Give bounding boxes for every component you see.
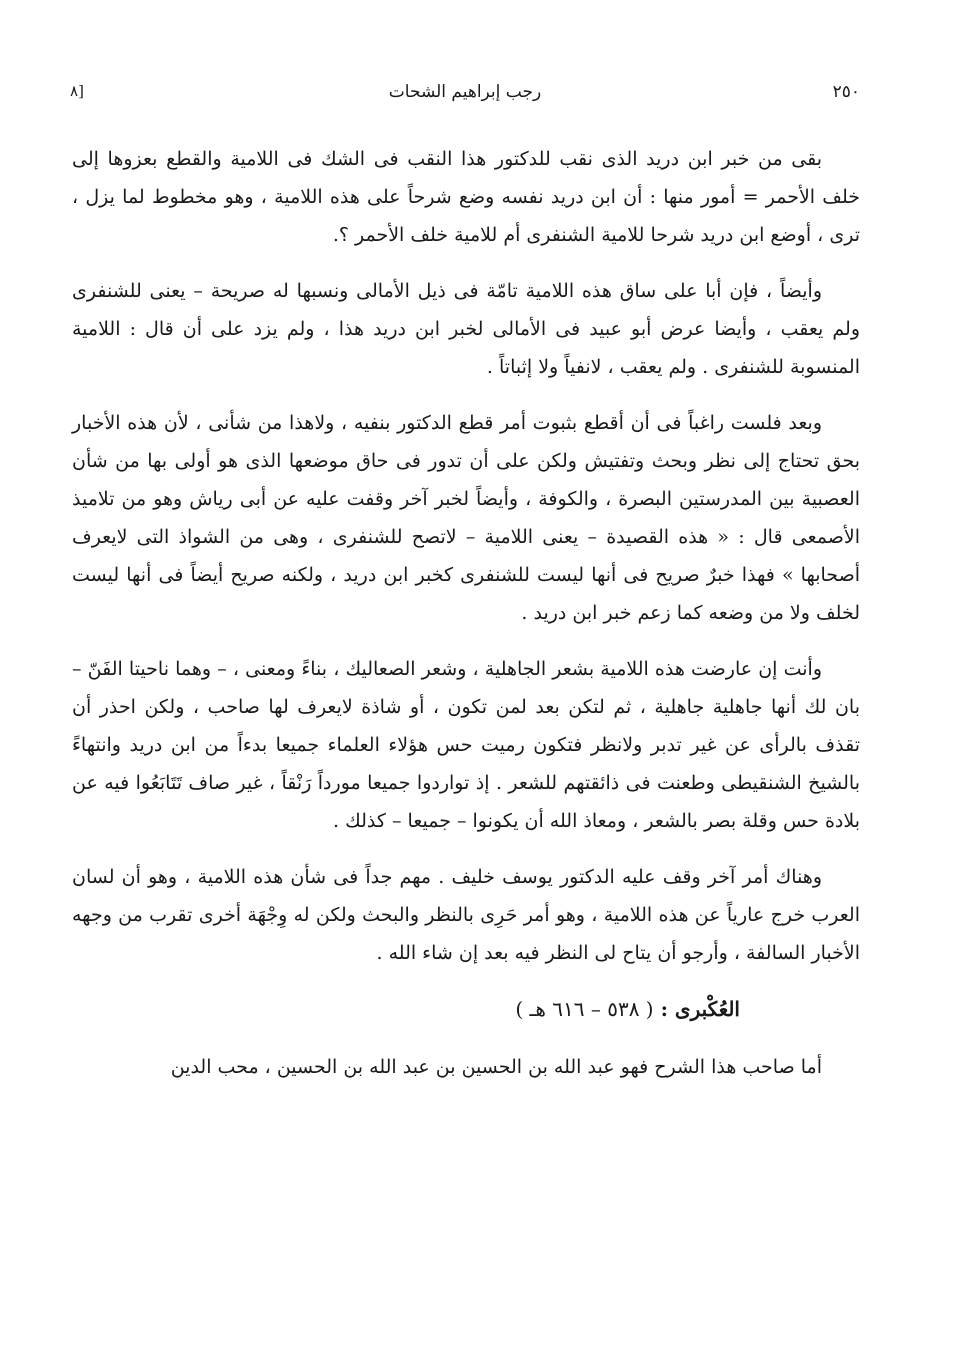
paragraph-4: وأنت إن عارضت هذه اللامية بشعر الجاهلية ، وشعر الصعاليك ، بناءً ومعنى ، – وهما ناحيتا الفَنّ – بان لك أنها جاهلية جاهلية ، ثم لتكن بعد لمن تكون ، أو شاذة لايعرف لها صاحب ، ولكن احذر أن تقذف بالرأى عن غير تدبر ولانظر فتكون رميت حس هؤلاء العلماء جميعا بدءاً من ابن دريد وانتهاءً بالشيخ الشنقيطى وطعنت فى ذائقتهم للشعر . إذ تواردوا جميعا مورداً رَنْقاً ، غير صاف تَتَابَعُوا فيه عن بلادة حس وقلة بصر بالشعر ، ومعاذ الله أن يكونوا – جميعا – كذلك . [72, 658, 860, 832]
paragraph-1: بقى من خبر ابن دريد الذى نقب للدكتور هذا النقب فى الشك فى اللامية والقطع بعزوها إلى خلف الأحمر = أمور منها : أن ابن دريد نفسه وضع شرحاً على هذه اللامية ، وهو مخطوط لما يزل ، ترى ، أوضع ابن دريد شرحا للامية الشنفرى أم للامية خلف الأحمر ؟. [72, 148, 860, 246]
footnote-mark: ٨] [70, 82, 84, 100]
page-number: ٢٥٠ [832, 82, 860, 102]
body-text [72, 140, 860, 1104]
paragraph-3: وبعد فلست راغباً فى أن أقطع بثبوت أمر قطع الدكتور بنفيه ، ولاهذا من شأنى ، لأن هذه الأخبار بحق تحتاج إلى نظر وبحث وتفتيش ولكن على أن تدور فى حاق موضعها الذى هو أولى بها من شأن العصبية بين المدرستين البصرة ، والكوفة ، وأيضاً لخبر آخر وقفت عليه عن أبى رياش وهو من تلاميذ الأصمعى قال : « هذه القصيدة – يعنى اللامية – لاتصح للشنفرى ، وهى من الشواذ التى لايعرف أصحابها » فهذا خبرٌ صريح فى أنها ليست للشنفرى كخبر ابن دريد ، ولكنه صريح أيضاً فى أنها ليست لخلف ولا من وضعه كما زعم خبر ابن دريد . [72, 412, 860, 624]
section-heading-name: العُكْبرى : [660, 997, 740, 1021]
section-heading-dates: ( ٥٣٨ – ٦١٦ هـ ) [515, 997, 654, 1021]
running-title: رجب إبراهيم الشحات [388, 82, 542, 102]
paragraph-5: وهناك أمر آخر وقف عليه الدكتور يوسف خليف . مهم جداً فى شأن هذه اللامية ، وهو أن لسان العرب خرج عارياً عن هذه اللامية ، وهو أمر حَرِى بالنظر والبحث ولكن له وِجْهَة أخرى تقرب من وجهه الأخبار السالفة ، وأرجو أن يتاح لى النظر فيه بعد إن شاء الله . [72, 866, 860, 964]
section-heading [72, 990, 860, 1028]
page-header [70, 82, 860, 108]
paragraph-2: وأيضاً ، فإن أبا على ساق هذه اللامية تامّة فى ذيل الأمالى ونسبها له صريحة – يعنى للشنفرى ولم يعقب ، وأيضا عرض أبو عبيد فى الأمالى لخبر ابن دريد هذا ، ولم يزد على أن قال : اللامية المنسوبة للشنفرى . ولم يعقب ، لانفياً ولا إثباتاً . [72, 280, 860, 378]
final-paragraph: أما صاحب هذا الشرح فهو عبد الله بن الحسين بن عبد الله بن الحسين ، محب الدين [170, 1056, 822, 1078]
